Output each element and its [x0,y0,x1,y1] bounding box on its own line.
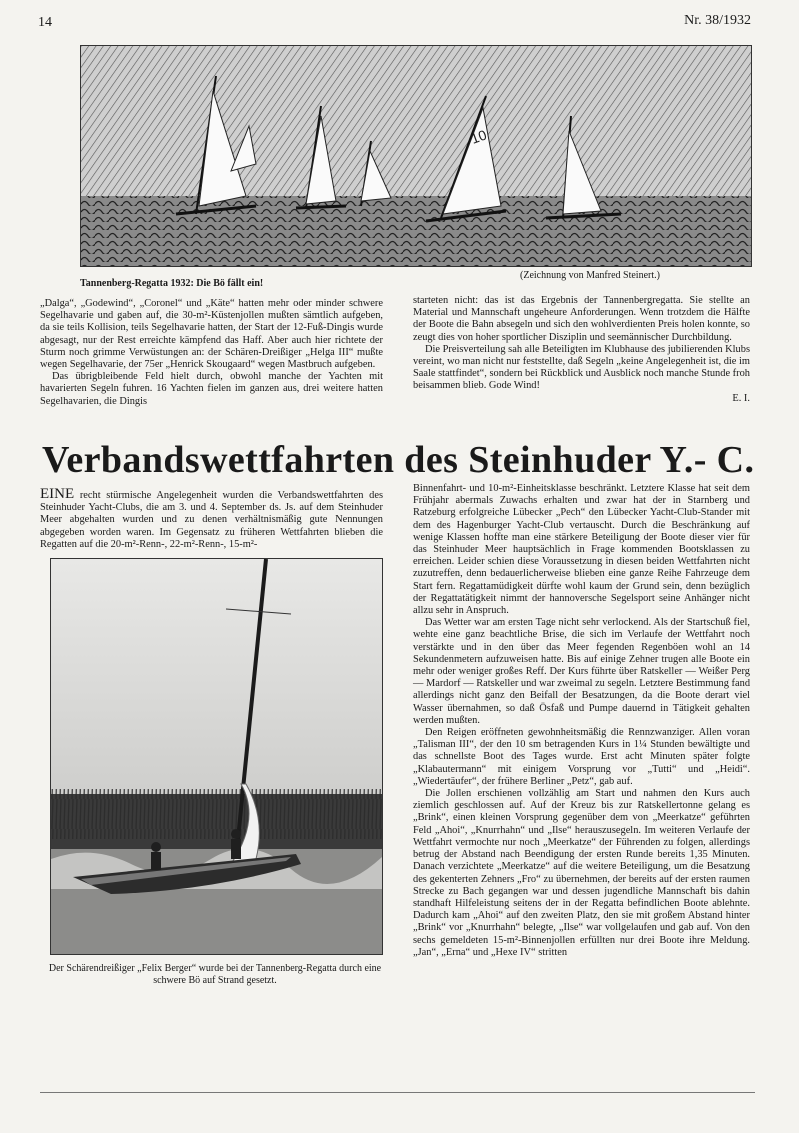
figure-caption: Tannenberg-Regatta 1932: Die Bö fällt ein! [80,278,264,289]
article-paragraph: Den Reigen eröffneten gewohnheitsmäßig die Rennzwanziger. Allen voran „Talisman III“, der den 10 sm betragenden Kurs in 1¼ Stunden bewältigte und das schnellste Boot des Tages wurde. Erst acht Minuten später folgte „Klabautermann“ mit einigem Vorsprung vor „Tutti“ und „Heidi“. „Wiedertäufer“, der frühere Berliner „Petz“, gab auf. [413,727,750,787]
article-intro [40,488,383,551]
article-headline: Verbandswettfahrten des Steinhuder Y.- C. [42,439,755,481]
regatta-drawing [80,45,752,267]
article-right-column [413,483,750,959]
report-paragraph: starteten nicht: das ist das Ergebnis der Tannenbergregatta. Sie stellte an Material und Mannschaft ungeheure Anforderungen. Wenn trotzdem die Hälfte der Boote die Bahn absegeln und sich den wohlverdienten Preis holen konnte, so zeugt dies von hoher sportlicher Disziplin und seemännischer Durchbildung. [413,295,750,343]
article-paragraph: Binnenfahrt- und 10-m²-Einheitsklasse beschränkt. Letztere Klasse hat seit dem Frühjahr abermals Zuwachs erhalten und zwar hat der in Starnberg und Ratzeburg erfolgreiche Lübecker „Pech“ den Lübecker Yacht-Club-Stander mit dem des Hagenburger Yacht-Club vertauscht. Durch die Beschränkung auf wenige Klassen hoffte man eine stärkere Beteiligung der Boote dieser vier für das Steinhuder Meer hauptsächlich in Frage kommenden Bootsklassen zu erreichen. Leider schien diese Voraussetzung in diesen beiden Wettfahrten nicht zuzutreffen, denn bedauerlicherweise blieben eine ganze Reihe Fahrzeuge dem Start fern. Regattamüdigkeit dürfte wohl kaum der Grund sein, denn bezüglich der Regattatätigkeit nimmt der hannoversche Segelsport seine Anhänger nicht allzu sehr in Anspruch. [413,483,750,617]
issue-number: Nr. 38/1932 [684,13,751,28]
intro-drop-word: EINE [40,486,75,502]
intro-text: recht stürmische Angelegenheit wurden die Verbandswettfahrten des Steinhuder Yacht-Clubs, die am 3. und 4. September ds. Js. auf dem Steinhuder Meer abgehalten wurden und zu denen verhältnismäßig gute Nennungen abgegeben worden waren. Im Gegensatz zu früheren Wettfahrten blieben die Regatten auf die 20-m²-Renn-, 22-m²-Renn-, 15-m²- [40,490,383,550]
report-signature: E. I. [732,392,750,404]
figure-credit: (Zeichnung von Manfred Steinert.) [520,270,660,281]
yacht-photo [50,558,383,955]
sail-number: 10 [468,126,489,147]
page-bottom-rule [40,1092,755,1093]
report-left-column [40,298,383,408]
report-paragraph: Das übrigbleibende Feld hielt durch, obwohl manche der Yachten mit havarierten Segeln fuhren. 16 Yachten fielen im ganzen aus, drei weitere hatten Segelhavarien, die Dingis [40,371,383,407]
photo-caption: Der Schärendreißiger „Felix Berger“ wurde bei der Tannenberg-Regatta durch eine schwere Bö auf Strand gesetzt. [48,963,382,986]
page-number: 14 [38,15,52,30]
article-paragraph: Das Wetter war am ersten Tage nicht sehr verlockend. Als der Startschuß fiel, wehte eine ganz beachtliche Brise, die sich im Verlaufe der Wettfahrt noch verstärkte und in den über das Meer fegenden Regenböen wohl an 14 Sekundenmetern aufzuweisen hatte. Bis auf einige Zehner trugen alle Boote ein mehr oder weniger großes Reff. Der Kurs führte über Ratskeller — Weißer Perg — Mardorf — Ratskeller und war zweimal zu segeln. Letztere Bestimmung fand allerdings nicht ganz den Beifall der Besatzungen, da die Boote derart viel Wasser übernahmen, so daß Ösfaß und Pumpe dauernd in Tätigkeit gehalten werden mußten. [413,617,751,726]
article-paragraph: Die Jollen erschienen vollzählig am Start und nahmen den Kurs auch ziemlich geschlossen auf. Auf der Kreuz bis zur Ratskellertonne gelang es „Brink“, einen kleinen Vorsprung gegenüber dem von „Meerkatze“ geführten Feld „Ahoi“, „Knurrhahn“ und „Ilse“ herauszusegeln. Im weiteren Verlaufe der Wettfahrt vermochte nur noch „Meerkatze“ der Führenden zu folgen, allerdings betrug der Abstand nach Beendigung der ersten Runde bereits 1,35 Minuten. Danach verzichtete „Meerkatze“ auf die weitere Beteiligung, um die Besatzung des gekenterten Zehners „Fro“ zu übernehmen, der bereits auf der ersten raumen Strecke zu Bach gegangen war und dessen jugendliche Mannschaft bis dahin standhaft Hilfeleistung seitens der in der Regatta befindlichen Boote ablehnte. Dadurch kam „Ahoi“ auf den zweiten Platz, den sie mit großem Abstand hinter „Brink“ vor „Knurrhahn“ belegte, „Ilse“ war vollgelaufen und gab auf. Von den sechs gemeldeten 15-m²-Binnenjollen erfüllten nur drei Boote ihre Meldung. „Jan“, „Erna“ und „Hexe IV“ stritten [413,788,750,958]
report-right-column [413,295,750,405]
report-paragraph: „Dalga“, „Godewind“, „Coronel“ und „Käte“ hatten mehr oder minder schwere Segelhavarie und gaben auf, die 30-m²-Küstenjollen mußten sämtlich aufgeben, da sie teils Kollision, teils Segelhavarie hatten, der Start der 12-Fuß-Dingis wurde abgesagt, nur der Rest erreichte kämpfend das Haff. Aber auch hier richtete der Sturm noch grimme Verwüstungen an: der Schären-Dreißiger „Helga III“ mußte wegen Segelhavarie, der 75er „Henrick Skougaard“ wegen Mastbruch aufgeben. [40,298,383,371]
report-paragraph: Die Preisverteilung sah alle Beteiligten im Klubhause des jubilierenden Klubs vereint, wo man nicht nur feststellte, daß Segeln „keine Angelegenheit ist, die im Saale stattfindet“, sondern bei Rückblick und Ausblick noch manche Stunde froh beisammen blieb. Gode Wind! [413,343,750,392]
